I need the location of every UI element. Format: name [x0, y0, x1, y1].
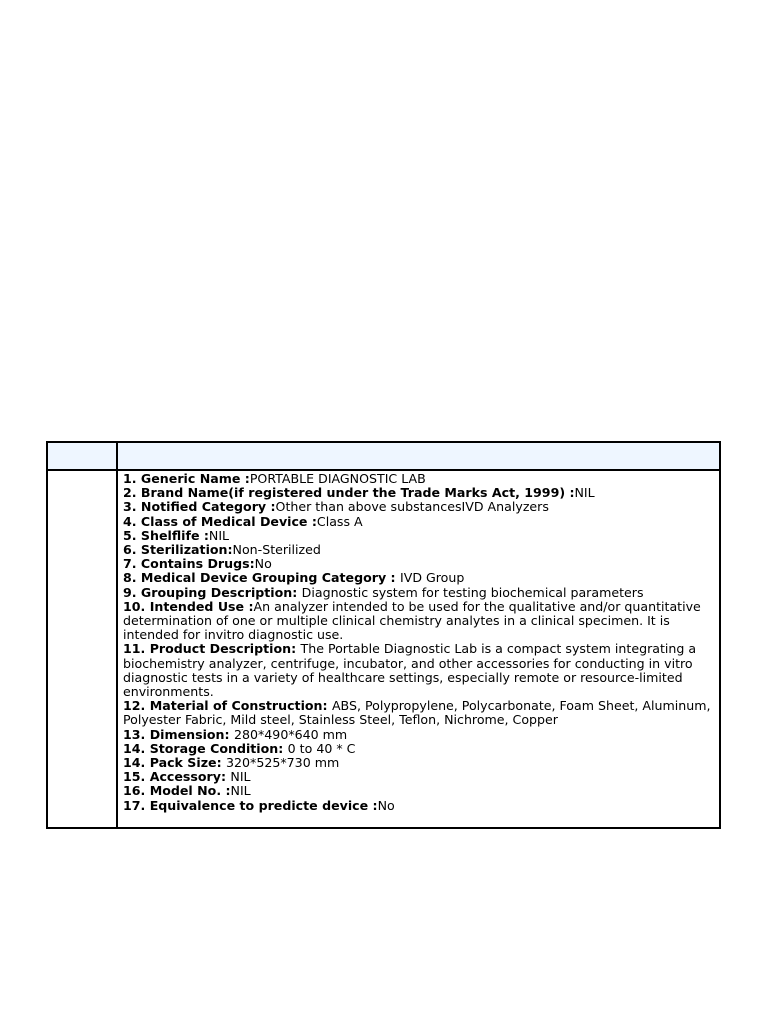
entry-value: NIL — [230, 783, 251, 799]
entry-label: 5. Shelflife : — [123, 527, 209, 543]
entry-label: 12. Material of Construction: — [123, 698, 332, 714]
entry-contains-drugs — [123, 557, 717, 571]
entry-notified-category — [123, 500, 717, 514]
entry-label: 4. Class of Medical Device : — [123, 513, 317, 529]
entry-equivalence — [123, 799, 717, 813]
entry-value: PORTABLE DIAGNOSTIC LAB — [249, 471, 426, 486]
entry-generic-name — [123, 472, 717, 486]
entry-product-description — [123, 642, 717, 699]
entry-value: Diagnostic system for testing biochemical parameters — [301, 584, 644, 600]
entry-sterilization — [123, 543, 717, 557]
entry-grouping-description — [123, 586, 717, 600]
entry-label: 17. Equivalence to predicte device : — [123, 797, 378, 813]
entry-value: ABS, Polypropylene, Polycarbonate, Foam Sheet, Aluminum, Polyester Fabric, Mild steel, Stainless Steel, Teflon, Nichrome, Copper — [123, 698, 711, 728]
device-details-content — [118, 471, 719, 827]
body-cell-left — [47, 470, 117, 828]
entry-value: NIL — [574, 485, 595, 501]
entry-label: 14. Pack Size: — [123, 755, 226, 771]
entry-label: 2. Brand Name(if registered under the Trade Marks Act, 1999) : — [123, 485, 575, 501]
entry-grouping-category — [123, 571, 717, 585]
body-cell-right — [117, 470, 720, 828]
entry-brand-name — [123, 486, 717, 500]
entry-label: 11. Product Description: — [123, 641, 301, 657]
entry-label: 15. Accessory: — [123, 769, 231, 785]
entry-intended-use — [123, 600, 717, 643]
entry-value: 320*525*730 mm — [226, 755, 340, 771]
entry-device-class — [123, 515, 717, 529]
header-cell-right — [117, 442, 720, 470]
entry-pack-size — [123, 756, 717, 770]
entry-value: NIL — [230, 769, 251, 785]
entry-label: 13. Dimension: — [123, 726, 234, 742]
entry-label: 9. Grouping Description: — [123, 584, 302, 600]
entry-value: 280*490*640 mm — [233, 726, 348, 742]
entry-label: 1. Generic Name : — [123, 471, 250, 486]
entry-value: IVD Group — [399, 570, 465, 586]
entry-material-of-construction — [123, 699, 717, 727]
entry-value: No — [254, 556, 272, 572]
entry-value: Other than above substancesIVD Analyzers — [275, 499, 549, 515]
entry-value: 0 to 40 * C — [287, 740, 356, 756]
entry-label: 8. Medical Device Grouping Category : — [123, 570, 400, 586]
table-body-row — [47, 470, 720, 828]
header-cell-left — [47, 442, 117, 470]
entry-value: The Portable Diagnostic Lab is a compact system integrating a biochemistry analyzer, centrifuge, incubator, and other accessories for conducting in vitro diagnostic tests in a variety of healthcare settings, especially remote or resource-limited environments. — [123, 641, 697, 700]
entry-label: 16. Model No. : — [123, 783, 231, 799]
entry-label: 14. Storage Condition: — [123, 740, 288, 756]
table-header-row — [47, 442, 720, 470]
entry-value: No — [377, 797, 395, 813]
entry-value: Non-Sterilized — [232, 542, 321, 558]
entry-value: An analyzer intended to be used for the qualitative and/or quantitative determination of one or multiple clinical chemistry analytes in a clinical specimen. It is intended for invitro diagnostic use. — [123, 598, 701, 643]
entry-model-no — [123, 784, 717, 798]
entry-dimension — [123, 728, 717, 742]
entry-label: 7. Contains Drugs: — [123, 556, 255, 572]
entry-value: NIL — [208, 527, 230, 543]
entry-shelflife — [123, 529, 717, 543]
entry-label: 10. Intended Use : — [123, 598, 254, 614]
entry-label: 3. Notified Category : — [123, 499, 276, 515]
entry-storage-condition — [123, 742, 717, 756]
device-details-table — [46, 441, 721, 829]
entry-accessory — [123, 770, 717, 784]
entry-label: 6. Sterilization: — [123, 542, 233, 558]
entry-value: Class A — [316, 513, 363, 529]
